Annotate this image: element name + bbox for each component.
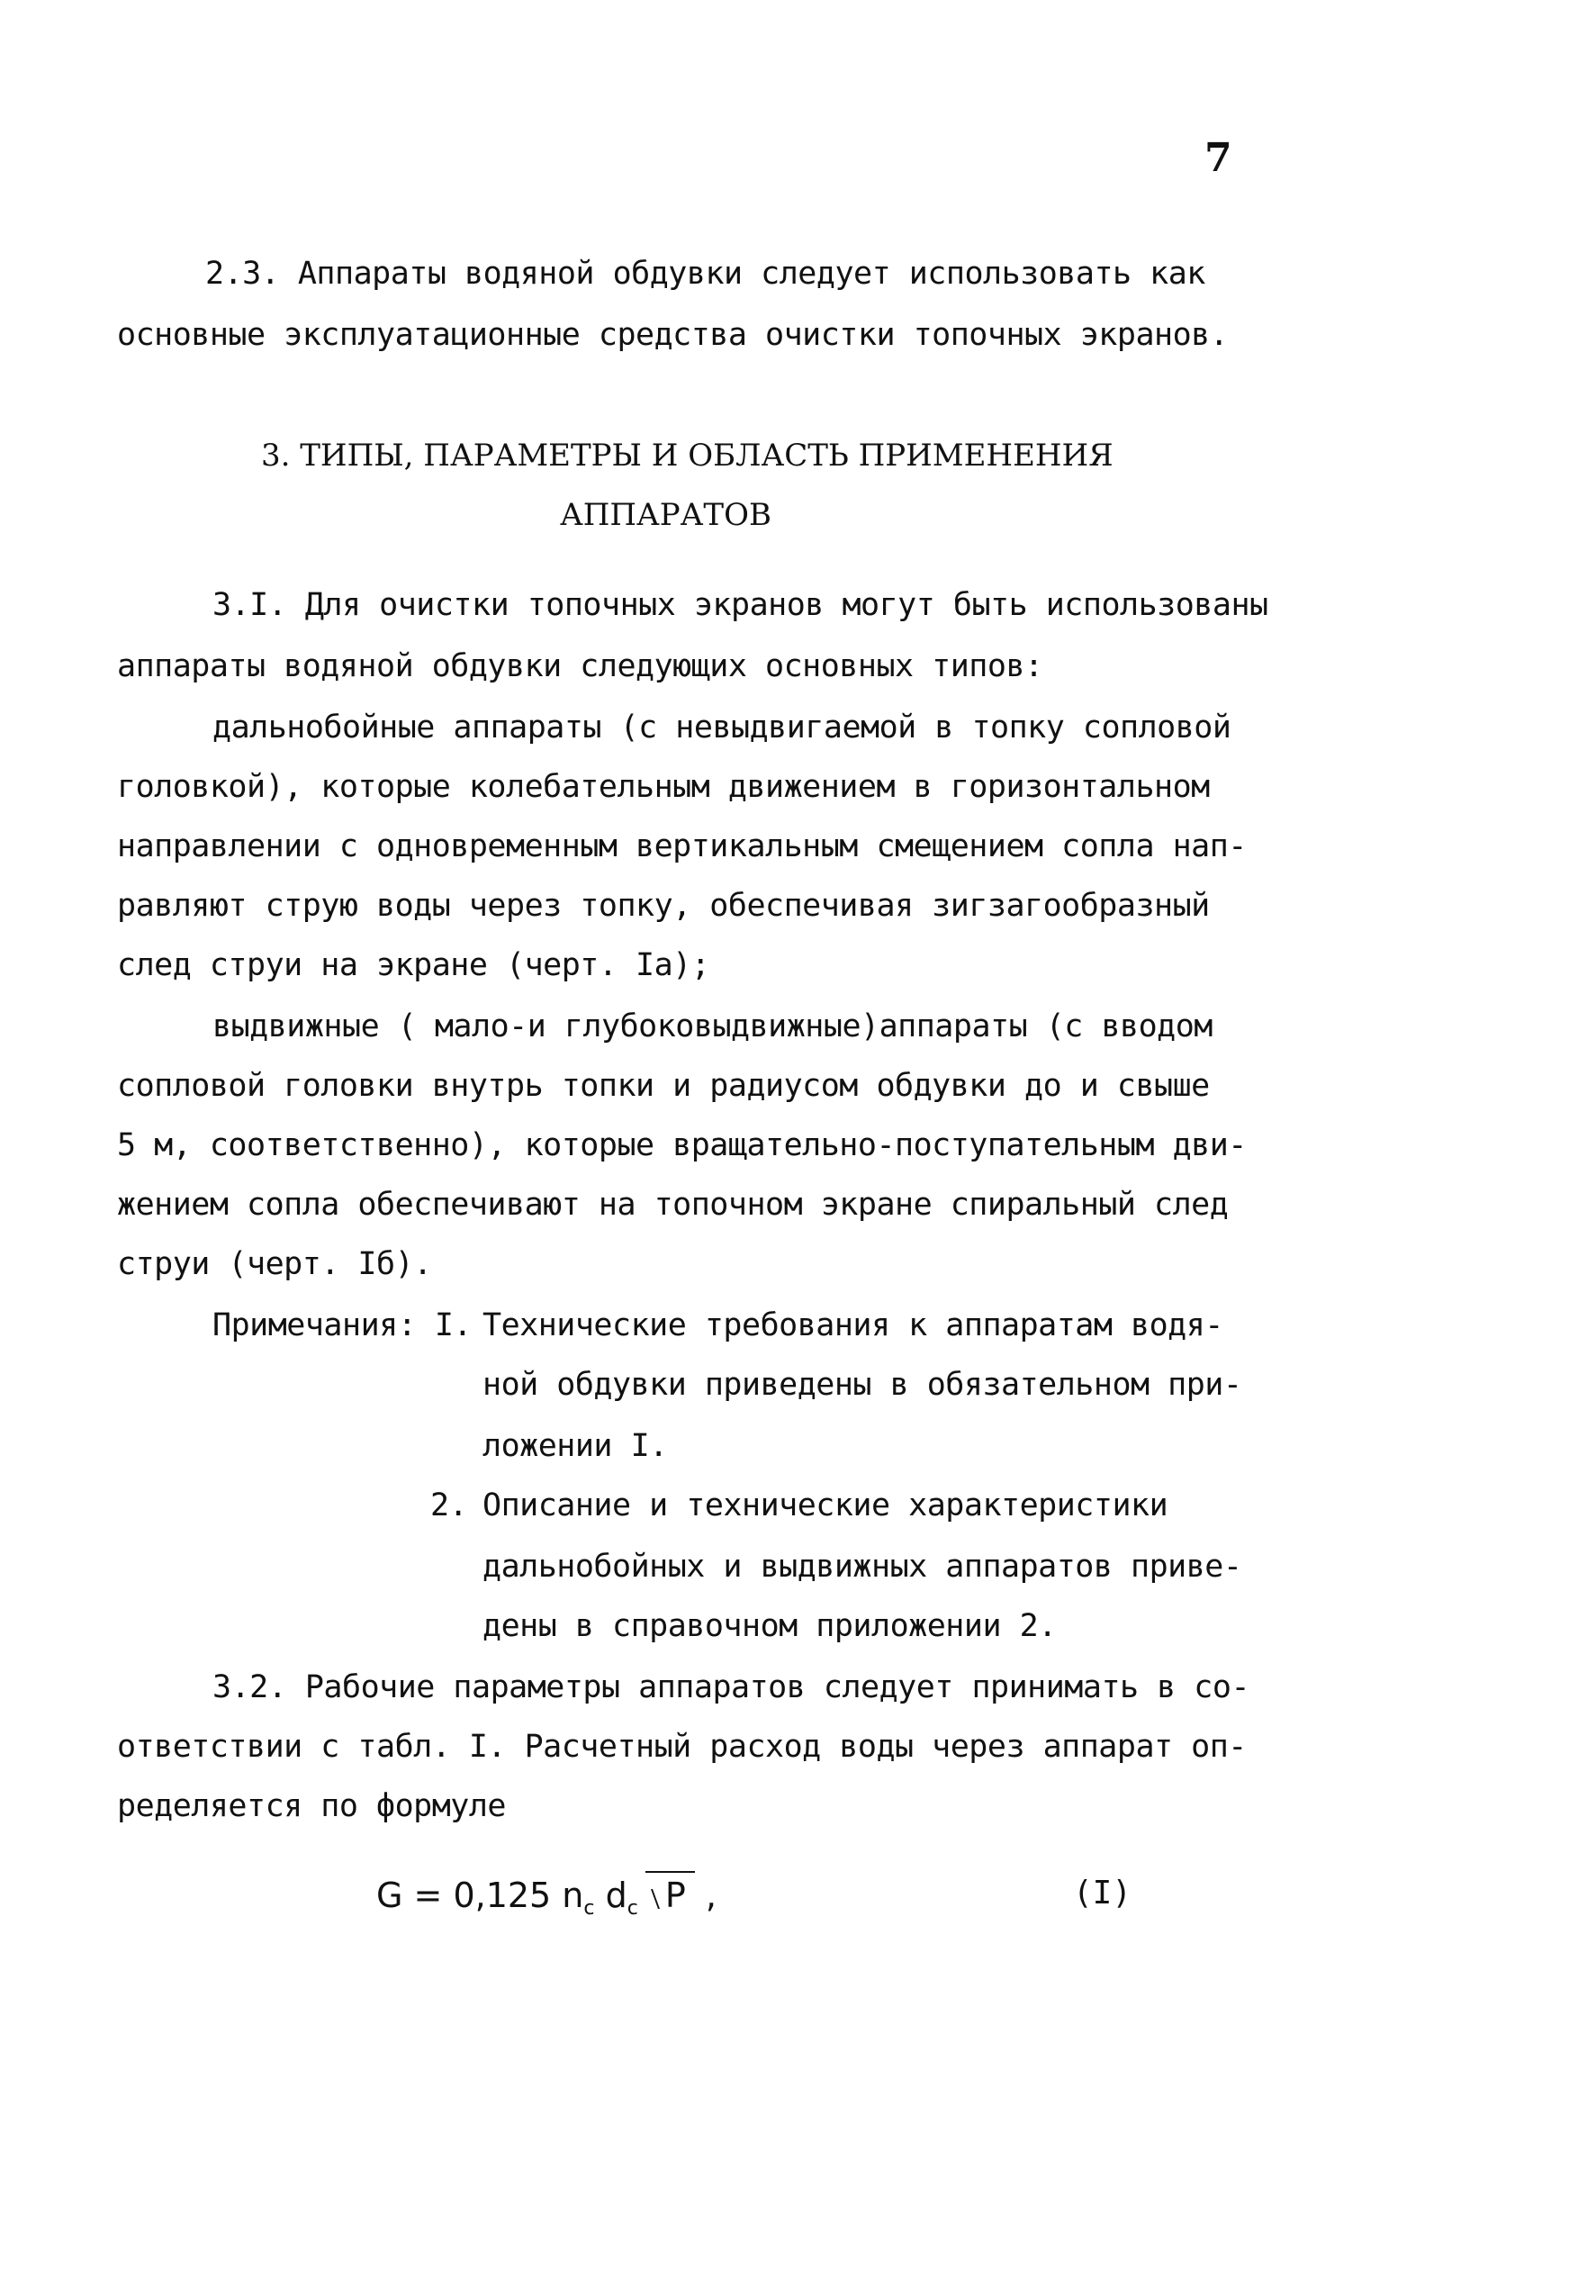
note-2-line: Описание и технические характеристики [482, 1487, 1168, 1523]
section-3-1-line: равляют струю воды через топку, обеспечивая зигзагообразный [117, 888, 1210, 924]
section-3-1-line: жением сопла обеспечивают на топочном экране спиральный след [117, 1187, 1229, 1223]
section-3-1-line: струи (черт. Iб). [117, 1246, 432, 1282]
section-3-1-line: 3.I. Для очистки топочных экранов могут быть использованы [212, 587, 1268, 623]
section-3-heading-line-2: АППАРАТОВ [560, 497, 771, 533]
section-3-2-line: ответствии с табл. I. Расчетный расход воды через аппарат оп- [117, 1729, 1247, 1765]
section-2-3-line-1: 2.3. Аппараты водяной обдувки следует использовать как [205, 256, 1205, 292]
note-1-line: Технические требования к аппаратам водя- [482, 1307, 1223, 1343]
section-3-1-line: аппараты водяной обдувки следующих основных типов: [117, 648, 1043, 684]
note-2-line: дальнобойных и выдвижных аппаратов приве- [482, 1549, 1242, 1585]
section-3-1-line: выдвижные ( мало-и глубоковыдвижные)аппараты (с вводом [212, 1008, 1213, 1044]
formula-diameter: d [594, 1876, 627, 1915]
formula-number: (I) [1073, 1875, 1132, 1912]
formula-lhs: G = 0,125 n [376, 1876, 584, 1915]
formula-trailing-comma: , [694, 1876, 717, 1915]
section-3-1-line: направлении с одновременным вертикальным смещением сопла нап- [117, 828, 1247, 864]
note-1-line: ложении I. [482, 1428, 668, 1464]
section-3-1-line: 5 м, соответственно), которые вращательно-поступательным дви- [117, 1127, 1247, 1163]
square-root-sign [645, 1871, 695, 1918]
flow-rate-formula [376, 1871, 717, 1931]
note-2-number: 2. [430, 1487, 468, 1523]
formula-subscript-c: c [583, 1897, 595, 1920]
section-3-1-line: след струи на экране (черт. Iа); [117, 947, 710, 983]
formula-subscript-c: c [627, 1897, 638, 1920]
section-3-2-line: 3.2. Рабочие параметры аппаратов следует принимать в со- [212, 1669, 1250, 1705]
section-2-3-line-2: основные эксплуатационные средства очистки топочных экранов. [117, 317, 1229, 353]
note-2-line: дены в справочном приложении 2. [482, 1608, 1057, 1644]
notes-label: Примечания: I. [212, 1307, 473, 1343]
section-3-heading-line-1: 3. ТИПЫ, ПАРАМЕТРЫ И ОБЛАСТЬ ПРИМЕНЕНИЯ [261, 438, 1114, 474]
formula-radicand: P [664, 1876, 686, 1915]
section-3-1-line: дальнобойные аппараты (с невыдвигаемой в топку сопловой [212, 710, 1231, 746]
note-1-line: ной обдувки приведены в обязательном при- [482, 1367, 1242, 1403]
section-3-2-line: ределяется по формуле [117, 1788, 507, 1824]
section-3-1-line: головкой), которые колебательным движением в горизонтальном [117, 769, 1210, 805]
section-3-1-line: сопловой головки внутрь топки и радиусом обдувки до и свыше [117, 1068, 1210, 1104]
page-number: 7 [1204, 135, 1232, 181]
